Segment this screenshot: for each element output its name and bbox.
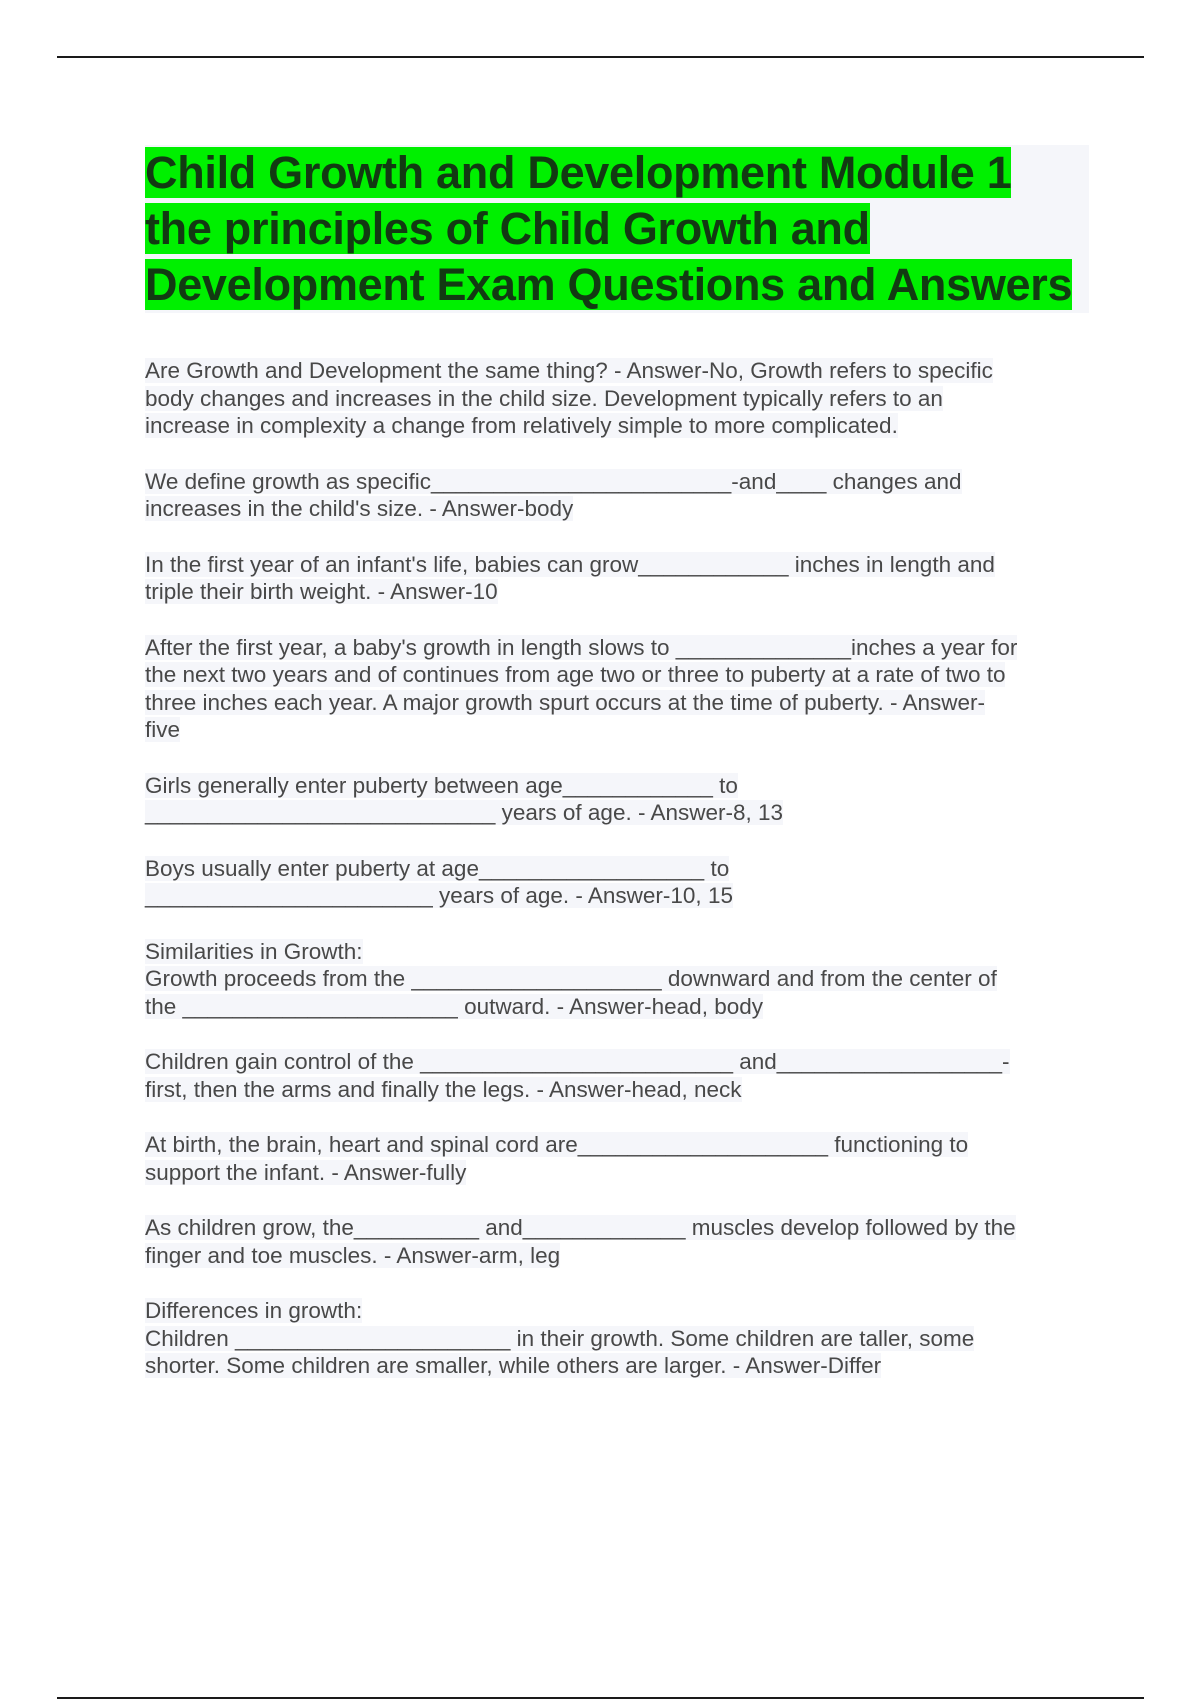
qa-list [145,357,1089,1380]
qa-line [145,1352,1089,1380]
qa-line [145,1131,1089,1159]
qa-line [145,412,1089,440]
qa-line [145,993,1089,1021]
qa-line [145,772,1089,800]
qa-line-text: Boys usually enter puberty at age__________________ to [145,855,730,881]
qa-line-text: shorter. Some children are smaller, while others are larger. - Answer-Differ [145,1353,882,1378]
qa-item [145,551,1089,606]
qa-line [145,1214,1089,1242]
qa-line-text: first, then the arms and finally the legs. - Answer-head, neck [145,1076,742,1102]
qa-item [145,1131,1089,1186]
qa-line [145,1048,1089,1076]
qa-line-text: body changes and increases in the child size. Development typically refers to an [145,385,943,411]
qa-item [145,357,1089,440]
qa-line [145,855,1089,883]
qa-line-text: Differences in growth: [145,1298,363,1323]
qa-line-text: finger and toe muscles. - Answer-arm, leg [145,1242,561,1268]
qa-line-text: the ______________________ outward. - Answer-head, body [145,993,763,1019]
qa-line-text: Growth proceeds from the ____________________ downward and from the center of [145,966,997,991]
qa-line [145,551,1089,579]
qa-line-text: support the infant. - Answer-fully [145,1159,467,1185]
qa-line [145,938,1089,966]
qa-item [145,1048,1089,1103]
qa-item [145,1214,1089,1269]
document-body [145,145,1089,1408]
qa-line-text: After the first year, a baby's growth in length slows to ______________inches a year for [145,634,1018,660]
qa-line [145,965,1089,993]
qa-line-text: Children gain control of the _________________________ and__________________- [145,1049,1010,1074]
qa-line-text: five [145,717,181,742]
qa-line [145,882,1089,910]
qa-item [145,634,1089,744]
footer-rule [57,1697,1144,1699]
qa-line [145,495,1089,523]
qa-line-text: the next two years and of continues from age two or three to puberty at a rate of two to [145,662,1006,687]
qa-line [145,799,1089,827]
document-title [145,145,1089,313]
title-highlight: Child Growth and Development Module 1 the principles of Child Growth and Development Exam Questions and Answers [145,147,1073,310]
header-rule [57,56,1144,58]
qa-line-text: increase in complexity a change from relatively simple to more complicated. [145,413,898,438]
qa-line-text: We define growth as specific________________________-and____ changes and [145,468,962,494]
qa-line [145,1242,1089,1270]
qa-line-text: At birth, the brain, heart and spinal cord are____________________ functioning to [145,1132,969,1157]
qa-line [145,689,1089,717]
qa-line [145,385,1089,413]
qa-line [145,1325,1089,1353]
qa-line [145,634,1089,662]
title-block [145,145,1089,313]
qa-line [145,1076,1089,1104]
qa-line [145,578,1089,606]
qa-line-text: In the first year of an infant's life, babies can grow____________ inches in length and [145,551,995,577]
qa-item [145,855,1089,910]
qa-line-text: _______________________ years of age. - Answer-10, 15 [145,883,733,908]
qa-item [145,1297,1089,1380]
qa-line-text: Girls generally enter puberty between age____________ to [145,772,738,798]
qa-line [145,357,1089,385]
qa-line [145,468,1089,496]
qa-line-text: Are Growth and Development the same thing? - Answer-No, Growth refers to specific [145,358,993,383]
qa-line-text: Children ______________________ in their growth. Some children are taller, some [145,1325,975,1351]
qa-line [145,661,1089,689]
qa-line-text: three inches each year. A major growth spurt occurs at the time of puberty. - Answer- [145,689,985,715]
qa-line [145,1159,1089,1187]
qa-item [145,468,1089,523]
qa-line-text: As children grow, the__________ and_____________ muscles develop followed by the [145,1215,1016,1240]
qa-item [145,938,1089,1021]
qa-line-text: triple their birth weight. - Answer-10 [145,579,498,604]
qa-line-text: ____________________________ years of age. - Answer-8, 13 [145,800,784,825]
qa-item [145,772,1089,827]
qa-line-text: Similarities in Growth: [145,938,363,964]
qa-line [145,1297,1089,1325]
qa-line [145,716,1089,744]
qa-line-text: increases in the child's size. - Answer-body [145,496,574,521]
